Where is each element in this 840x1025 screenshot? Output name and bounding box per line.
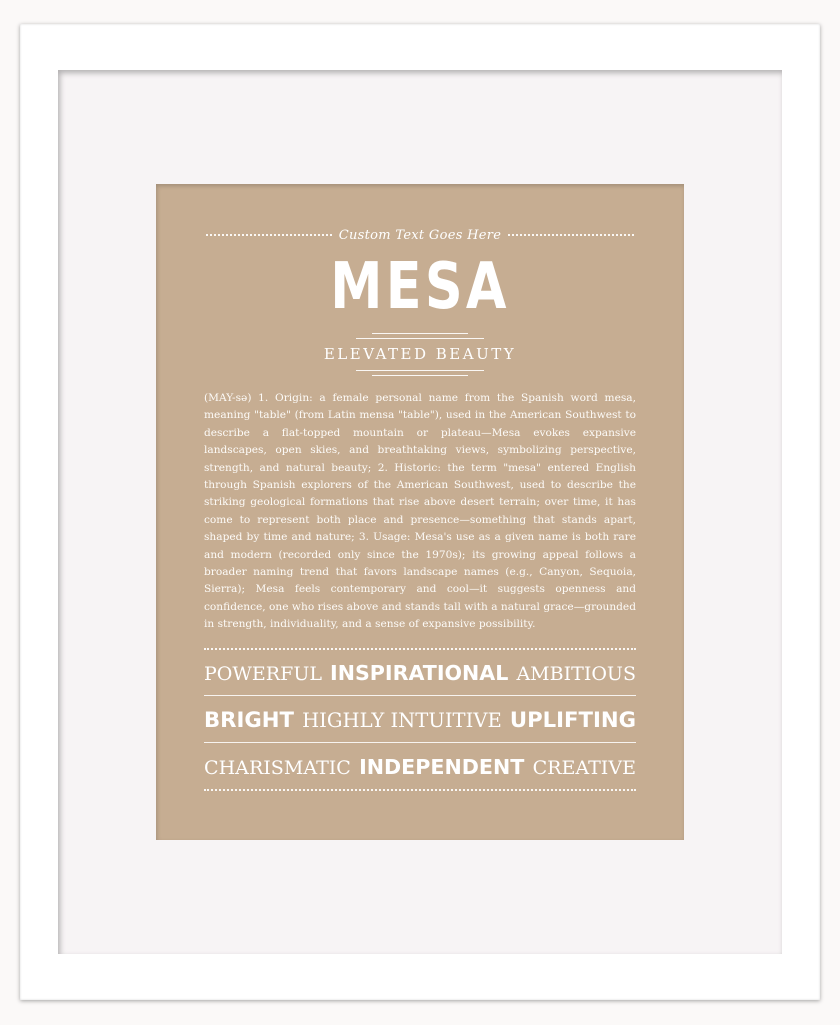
trait-word: UPLIFTING (509, 707, 636, 732)
traits-line-1 (204, 656, 636, 690)
trait-word: AMBITIOUS (516, 663, 636, 685)
title-rule-lower (356, 338, 484, 339)
trait-word: POWERFUL (204, 663, 322, 685)
dotted-line-right (508, 234, 634, 236)
subtitle-rule-lower (372, 375, 468, 376)
custom-text: Custom Text Goes Here (338, 227, 502, 243)
traits-line-3 (204, 750, 636, 784)
trait-word: BRIGHT (204, 707, 294, 732)
traits-separator-2 (204, 742, 636, 743)
name-definition: (MAY-sə) 1. Origin: a female personal name from the Spanish word mesa, meaning "table" (from Latin mensa "table"), used in the American Southwest to describe a flat-topped mountain or plateau—Mesa evokes expansive landscapes, open skies, and breathtaking views, symbolizing perspective, strength, and natural beauty; 2. Historic: the term "mesa" entered English through Spanish explorers of the American Southwest, used to describe the striking geological formations that rise above desert terrain; over time, it has come to represent both place and presence—something that stands apart, shaped by time and nature; 3. Usage: Mesa's use as a given name is both rare and modern (recorded only since the 1970s); its growing appeal follows a broader naming trend that favors landscape names (e.g., Canyon, Sequoia, Sierra); Mesa feels contemporary and cool—it suggests openness and confidence, one who rises above and stands tall with a natural grace—grounded in strength, individuality, and a sense of expansive possibility. (204, 392, 636, 631)
name-title: MESA (330, 250, 510, 324)
traits-dotted-rule-bottom (204, 789, 636, 791)
traits-dotted-rule-top (204, 648, 636, 650)
trait-word: CHARISMATIC (204, 757, 351, 779)
dotted-line-left (206, 234, 332, 236)
trait-word: CREATIVE (532, 757, 636, 779)
trait-word: INDEPENDENT (359, 755, 525, 779)
traits-separator-1 (204, 695, 636, 696)
trait-word: HIGHLY INTUITIVE (302, 709, 502, 732)
subtitle: ELEVATED BEAUTY (323, 345, 517, 363)
trait-word: INSPIRATIONAL (330, 661, 509, 685)
picture-frame (20, 24, 820, 1000)
title-rule-upper (372, 333, 468, 334)
frame-mat (58, 70, 782, 954)
name-print (156, 184, 684, 840)
subtitle-rule-upper (356, 370, 484, 371)
traits-line-2 (204, 703, 636, 737)
custom-text-row (206, 222, 634, 248)
